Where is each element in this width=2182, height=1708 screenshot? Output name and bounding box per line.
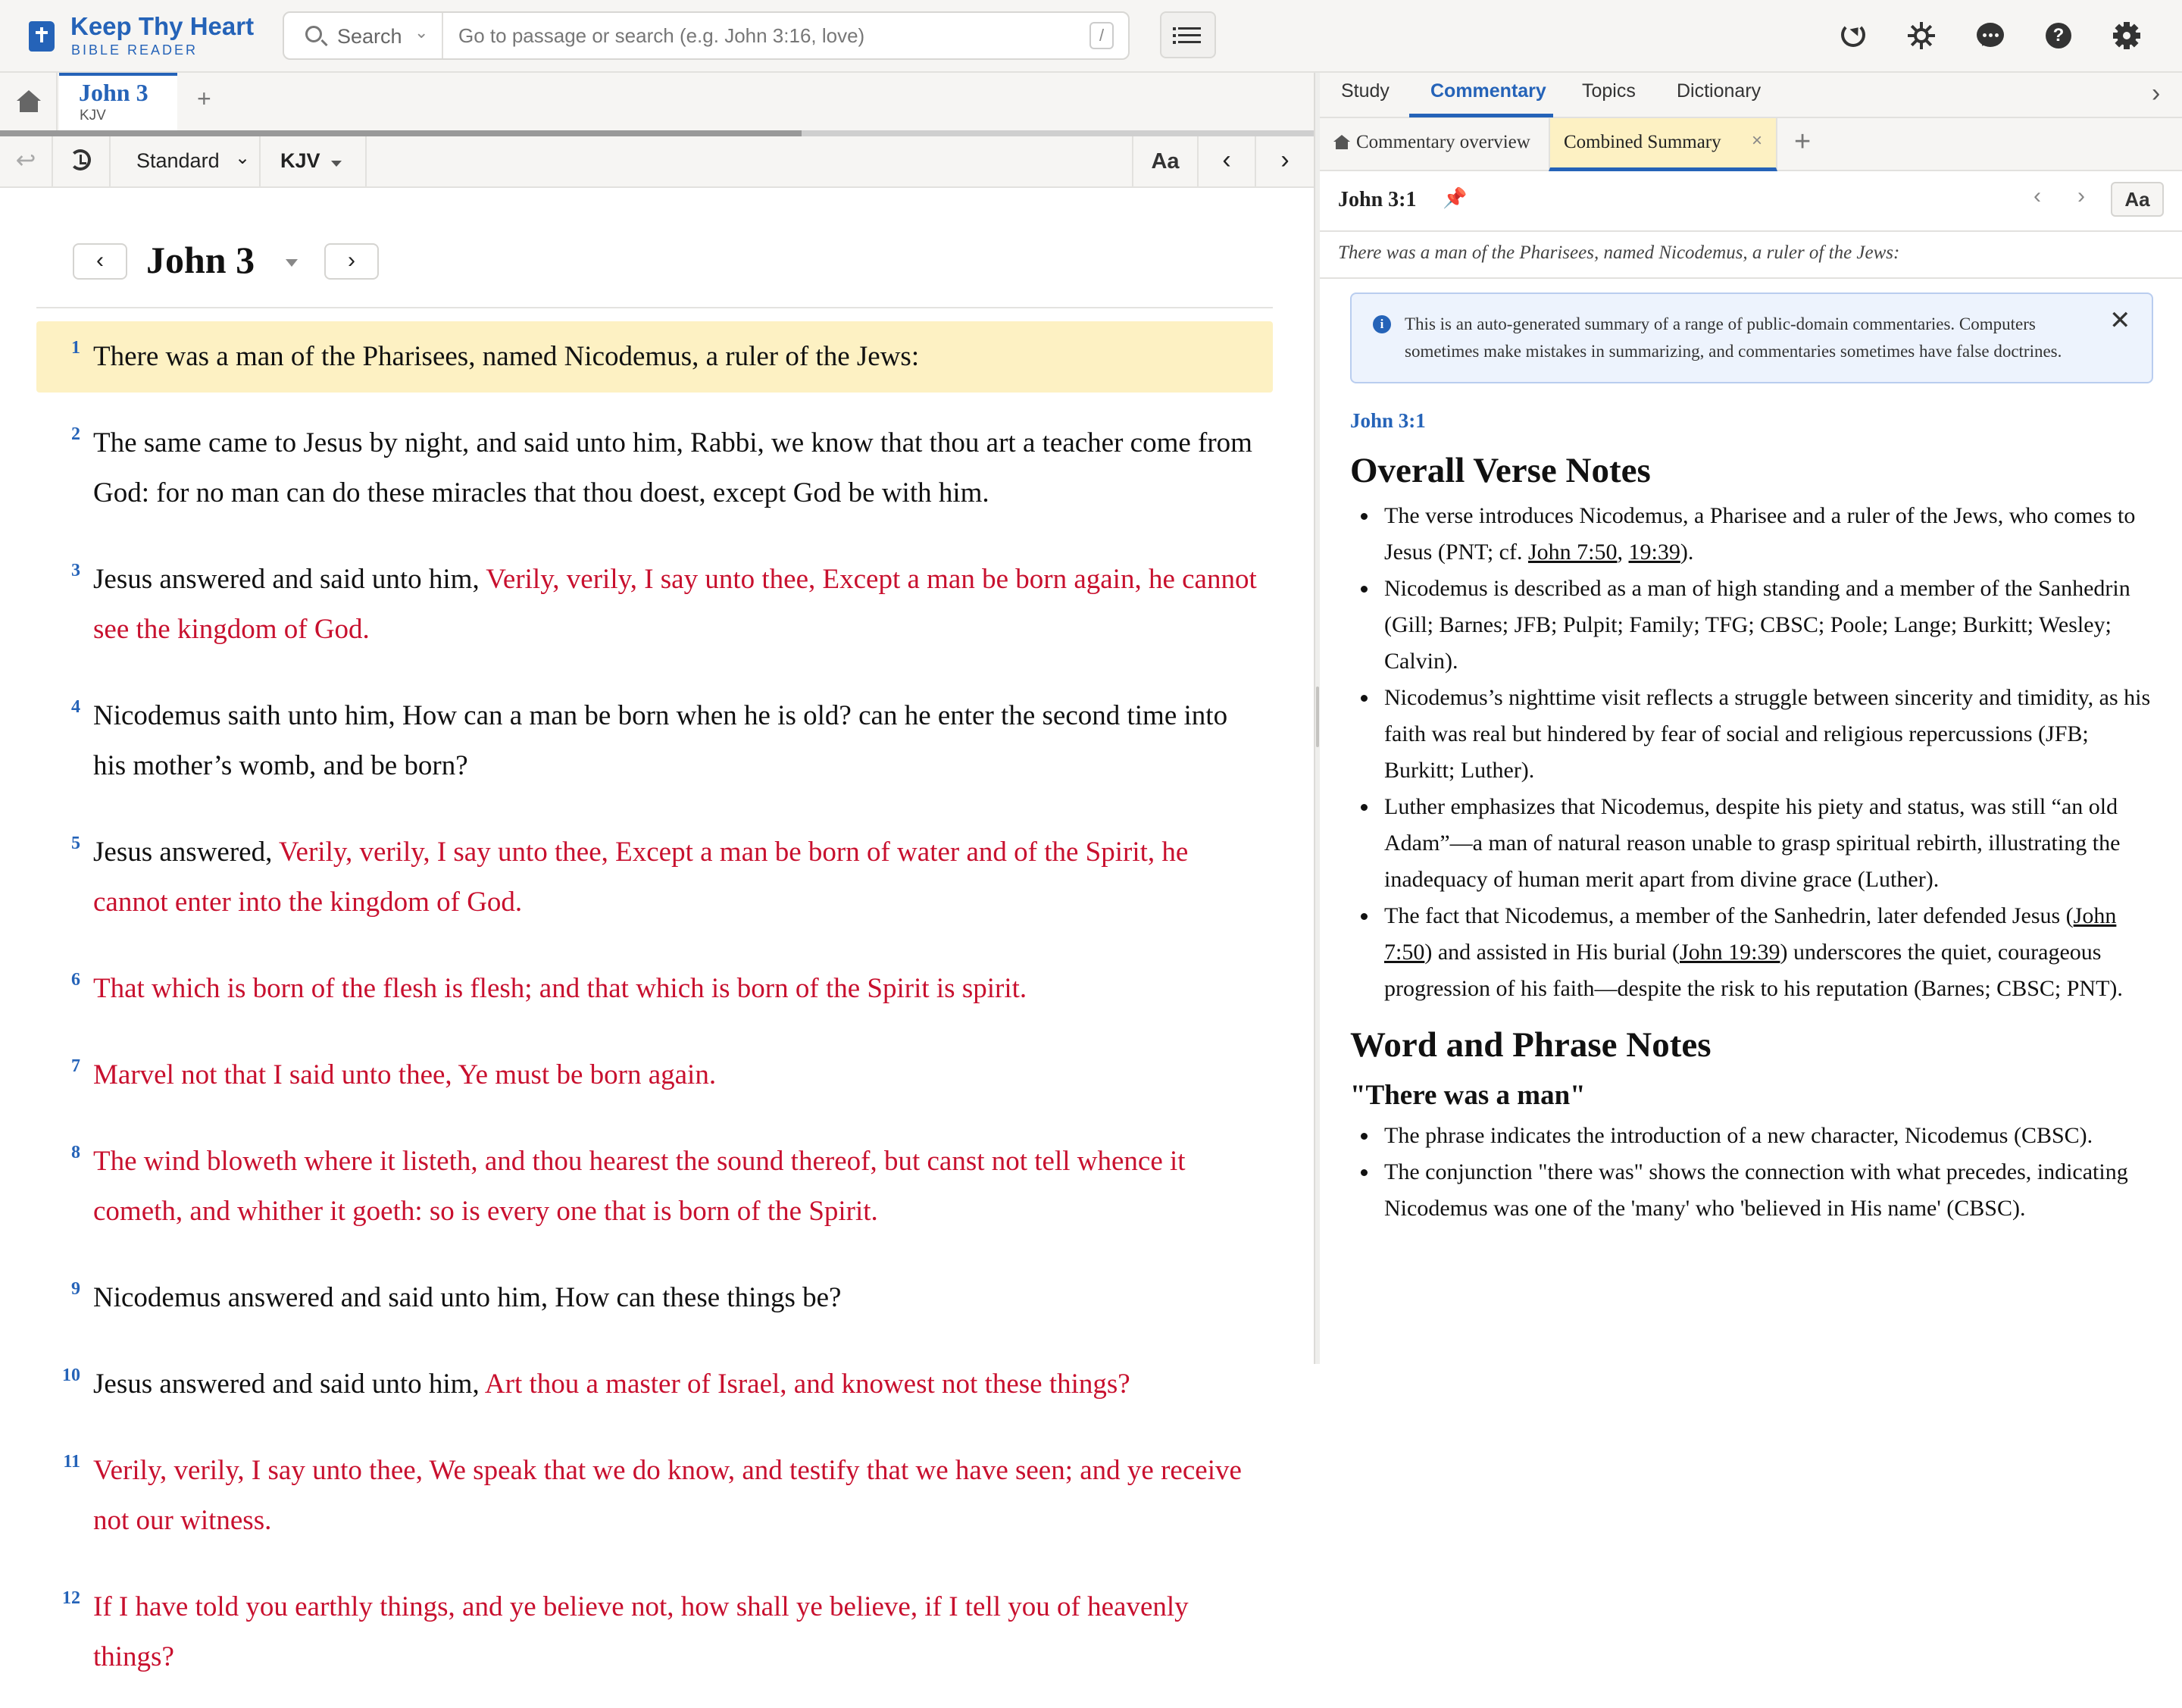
verse-number[interactable]: 12	[62, 1588, 80, 1608]
font-settings-button[interactable]: Aa	[2111, 182, 2164, 217]
verse[interactable]	[36, 1349, 1273, 1420]
verse-text: Jesus answered and said unto him,	[93, 1369, 485, 1400]
verse[interactable]	[36, 953, 1273, 1024]
overall-notes-heading: Overall Verse Notes	[1350, 451, 1651, 490]
tab-study[interactable]: Study	[1341, 80, 1390, 102]
words-of-christ-text: Verily, verily, I say unto thee, We speak that we do know, and testify that we have seen; and ye receive not our witness.	[93, 1455, 1242, 1536]
verse-number[interactable]: 2	[71, 424, 80, 444]
verse-number[interactable]: 11	[63, 1452, 80, 1472]
cross-reference-link[interactable]: John 19:39	[1679, 940, 1780, 965]
verse[interactable]	[36, 321, 1273, 393]
subtab-label: Commentary overview	[1356, 132, 1530, 152]
note-item	[1350, 571, 2153, 680]
previous-verse-icon[interactable]: ‹	[2034, 183, 2041, 208]
tab-topics[interactable]: Topics	[1582, 80, 1636, 102]
tab-commentary[interactable]: Commentary	[1430, 80, 1546, 102]
words-of-christ-text: Marvel not that I said unto thee, Ye must be born again.	[93, 1059, 717, 1090]
verse-number[interactable]: 4	[71, 697, 80, 717]
note-text: ) and assisted in His burial (	[1424, 940, 1680, 965]
verse-number[interactable]: 10	[62, 1365, 80, 1385]
verse[interactable]	[36, 1126, 1273, 1247]
verse-text: There was a man of the Pharisees, named Nicodemus, a ruler of the Jews:	[93, 341, 920, 372]
note-text: ).	[1680, 540, 1694, 565]
top-bar	[0, 0, 2182, 73]
word-notes-heading: Word and Phrase Notes	[1350, 1025, 1712, 1065]
settings-gear-icon[interactable]	[2113, 22, 2140, 49]
font-settings-button[interactable]: Aa	[1132, 136, 1199, 186]
note-item	[1350, 680, 2153, 789]
home-icon	[1333, 135, 1350, 150]
verse-text: Nicodemus saith unto him, How can a man be born when he is old? can he enter the second time into his mother’s womb, and be born?	[93, 700, 1228, 781]
verse-link[interactable]: John 3:1	[1350, 409, 1426, 432]
words-of-christ-text: Verily, verily, I say unto thee, Except a man be born again, he cannot see the kingdom of God.	[93, 564, 1257, 645]
chapter-title[interactable]: John 3	[146, 239, 255, 281]
verse[interactable]	[36, 544, 1273, 665]
close-icon[interactable]: ×	[1752, 130, 1763, 151]
verse-text: The same came to Jesus by night, and said unto him, Rabbi, we know that thou art a teacher come from God: for no man can do these miracles that thou doest, except God be with him.	[93, 427, 1252, 508]
reader-toolbar	[0, 136, 1314, 188]
chapter-dropdown-icon[interactable]	[286, 259, 298, 273]
verse[interactable]	[36, 817, 1273, 938]
verse-list	[36, 321, 1273, 1708]
note-text: ,	[1617, 540, 1629, 565]
tab-john-3[interactable]	[59, 73, 177, 132]
words-of-christ-text: Verily, verily, I say unto thee, Except a man be born of water and of the Spirit, he cannot enter into the kingdom of God.	[93, 837, 1189, 918]
app-subtitle: BIBLE READER	[71, 42, 199, 58]
bible-logo-icon[interactable]	[29, 21, 55, 52]
version-select[interactable]	[261, 136, 367, 186]
verse-number[interactable]: 7	[71, 1056, 80, 1076]
commentary-content	[1350, 292, 2153, 1227]
close-icon[interactable]: ✕	[2109, 307, 2131, 335]
note-text: The verse introduces Nicodemus, a Pharisee and a ruler of the Jews, who comes to Jesus (PNT; cf.	[1384, 503, 2136, 565]
search-icon	[305, 26, 322, 42]
chat-icon[interactable]	[1977, 23, 2004, 47]
cross-reference-link[interactable]: John 7:50	[1528, 540, 1618, 565]
verse-number[interactable]: 3	[71, 561, 80, 580]
chevron-right-icon[interactable]: ›	[2152, 79, 2161, 108]
caret-down-icon	[331, 161, 342, 172]
back-arrow-icon[interactable]: ↩	[0, 136, 53, 186]
bible-reader	[0, 189, 1314, 1672]
list-icon[interactable]	[1160, 11, 1216, 58]
note-text: Nicodemus is described as a man of high standing and a member of the Sanhedrin (Gill; Barnes; JFB; Pulpit; Family; TFG; CBSC; Poole; Lange; Burkitt; Wesley; Calvin).	[1384, 576, 2130, 674]
commentary-header	[1320, 171, 2182, 232]
study-tabs	[1320, 73, 2182, 118]
overall-notes-list	[1350, 498, 2153, 1007]
add-subtab-button[interactable]: +	[1794, 126, 1812, 158]
verse[interactable]	[36, 1435, 1273, 1556]
search-mode-dropdown[interactable]	[284, 13, 443, 58]
note-text: Luther emphasizes that Nicodemus, despite his piety and status, was still “an old Adam”—a man of natural reason unable to grasp spiritual rebirth, illustrating the inadequacy of human merit apart from divine grace (Luther).	[1384, 794, 2121, 892]
verse-number[interactable]: 9	[71, 1279, 80, 1299]
app-title[interactable]: Keep Thy Heart	[70, 12, 255, 40]
note-item	[1350, 898, 2153, 1007]
note-text: Nicodemus’s nighttime visit reflects a struggle between sincerity and timidity, as his faith was real but hindered by fear of social and religious repercussions (JFB; Burkitt; Luther).	[1384, 685, 2151, 783]
subtab-combined-summary[interactable]	[1549, 118, 1777, 171]
verse[interactable]	[36, 408, 1273, 529]
verse-number[interactable]: 6	[71, 970, 80, 990]
note-text: The conjunction "there was" shows the connection with what precedes, indicating Nicodemus was one of the 'many' who 'believed in His name' (CBSC).	[1384, 1159, 2128, 1221]
words-of-christ-text: The wind bloweth where it listeth, and thou hearest the sound thereof, but canst not tell whence it cometh, and whither it goeth: so is every one that is born of the Spirit.	[93, 1146, 1186, 1227]
passage-search-input[interactable]	[458, 19, 1064, 52]
previous-chapter-icon[interactable]: ‹	[1199, 136, 1256, 186]
verse-quote: There was a man of the Pharisees, named Nicodemus, a ruler of the Jews:	[1320, 232, 2182, 279]
subtab-label: Combined Summary	[1564, 132, 1721, 152]
search-mode-label: Search	[337, 25, 402, 48]
note-item	[1350, 1154, 2153, 1227]
search-box	[283, 11, 1130, 60]
verse-text: Nicodemus answered and said unto him, How can these things be?	[93, 1282, 842, 1313]
version-label: KJV	[280, 149, 320, 172]
active-tab-indicator	[1409, 114, 1553, 117]
splitter-grip-icon[interactable]	[1316, 687, 1319, 747]
tab-version: KJV	[80, 108, 106, 124]
verse[interactable]	[36, 1572, 1273, 1693]
shortcut-key-hint: /	[1089, 22, 1114, 49]
verse-text: Jesus answered and said unto him,	[93, 564, 486, 595]
verse-number[interactable]: 5	[71, 834, 80, 853]
theme-sun-icon[interactable]	[1908, 23, 1934, 48]
add-tab-button[interactable]: +	[197, 85, 211, 112]
next-chapter-icon[interactable]: ›	[1280, 145, 1290, 174]
note-item	[1350, 789, 2153, 898]
notice-text: This is an auto-generated summary of a range of public-domain commentaries. Computers sometimes make mistakes in summarizing, and commentaries sometimes have false doctrines.	[1405, 314, 2062, 361]
commentary-subtabs	[1320, 118, 2182, 171]
next-verse-icon[interactable]: ›	[2077, 183, 2085, 208]
words-of-christ-text: Art thou a master of Israel, and knowest not these things?	[484, 1369, 1130, 1400]
display-style-select[interactable]	[111, 136, 261, 186]
tab-title: John 3	[79, 79, 148, 106]
phrase-notes-list	[1350, 1118, 2153, 1227]
note-item	[1350, 498, 2153, 571]
verse-reference: John 3:1	[1338, 188, 1417, 211]
display-style-label: Standard	[136, 149, 220, 172]
chevron-down-icon: ⌄	[235, 148, 251, 168]
note-text: The phrase indicates the introduction of a new character, Nicodemus (CBSC).	[1384, 1123, 2093, 1148]
words-of-christ-text: That which is born of the flesh is flesh; and that which is born of the Spirit is spirit.	[93, 973, 1027, 1004]
chevron-down-icon: ⌄	[414, 23, 429, 42]
verse-number[interactable]: 1	[71, 338, 80, 358]
next-chapter-button[interactable]: ›	[324, 243, 379, 280]
cross-reference-link[interactable]: 19:39	[1628, 540, 1680, 565]
prev-chapter-button[interactable]: ‹	[73, 243, 127, 280]
help-icon[interactable]: ?	[2046, 23, 2071, 48]
tab-dictionary[interactable]: Dictionary	[1677, 80, 1762, 102]
home-icon[interactable]	[0, 73, 58, 130]
refresh-icon[interactable]	[1841, 23, 1865, 47]
verse[interactable]	[36, 1262, 1273, 1334]
history-icon[interactable]	[53, 136, 111, 186]
cross-reference-link[interactable]: John 7:50	[1384, 903, 2117, 965]
subtab-commentary-overview[interactable]	[1333, 132, 1530, 153]
phrase-heading: "There was a man"	[1350, 1080, 1586, 1111]
note-text: The fact that Nicodemus, a member of the Sanhedrin, later defended Jesus (	[1384, 903, 2074, 928]
divider	[36, 307, 1273, 308]
verse[interactable]	[36, 680, 1273, 802]
note-text: ) underscores the quiet, courageous progression of his faith—despite the risk to his reputation (Barnes; CBSC; PNT).	[1384, 940, 2123, 1001]
words-of-christ-text: If I have told you earthly things, and ye believe not, how shall ye believe, if I tell you of heavenly things?	[93, 1591, 1189, 1672]
study-pane	[1320, 73, 2182, 1364]
info-icon: i	[1373, 315, 1391, 333]
auto-summary-notice	[1350, 292, 2153, 383]
verse-text: Jesus answered,	[93, 837, 279, 868]
pane-splitter[interactable]	[1314, 73, 1320, 1364]
verse-number[interactable]: 8	[71, 1143, 80, 1162]
reader-tab-bar	[0, 73, 1314, 132]
verse[interactable]	[36, 1040, 1273, 1111]
note-item	[1350, 1118, 2153, 1154]
reading-progress-bar	[0, 130, 1314, 136]
pin-icon[interactable]: 📌	[1443, 186, 1468, 209]
